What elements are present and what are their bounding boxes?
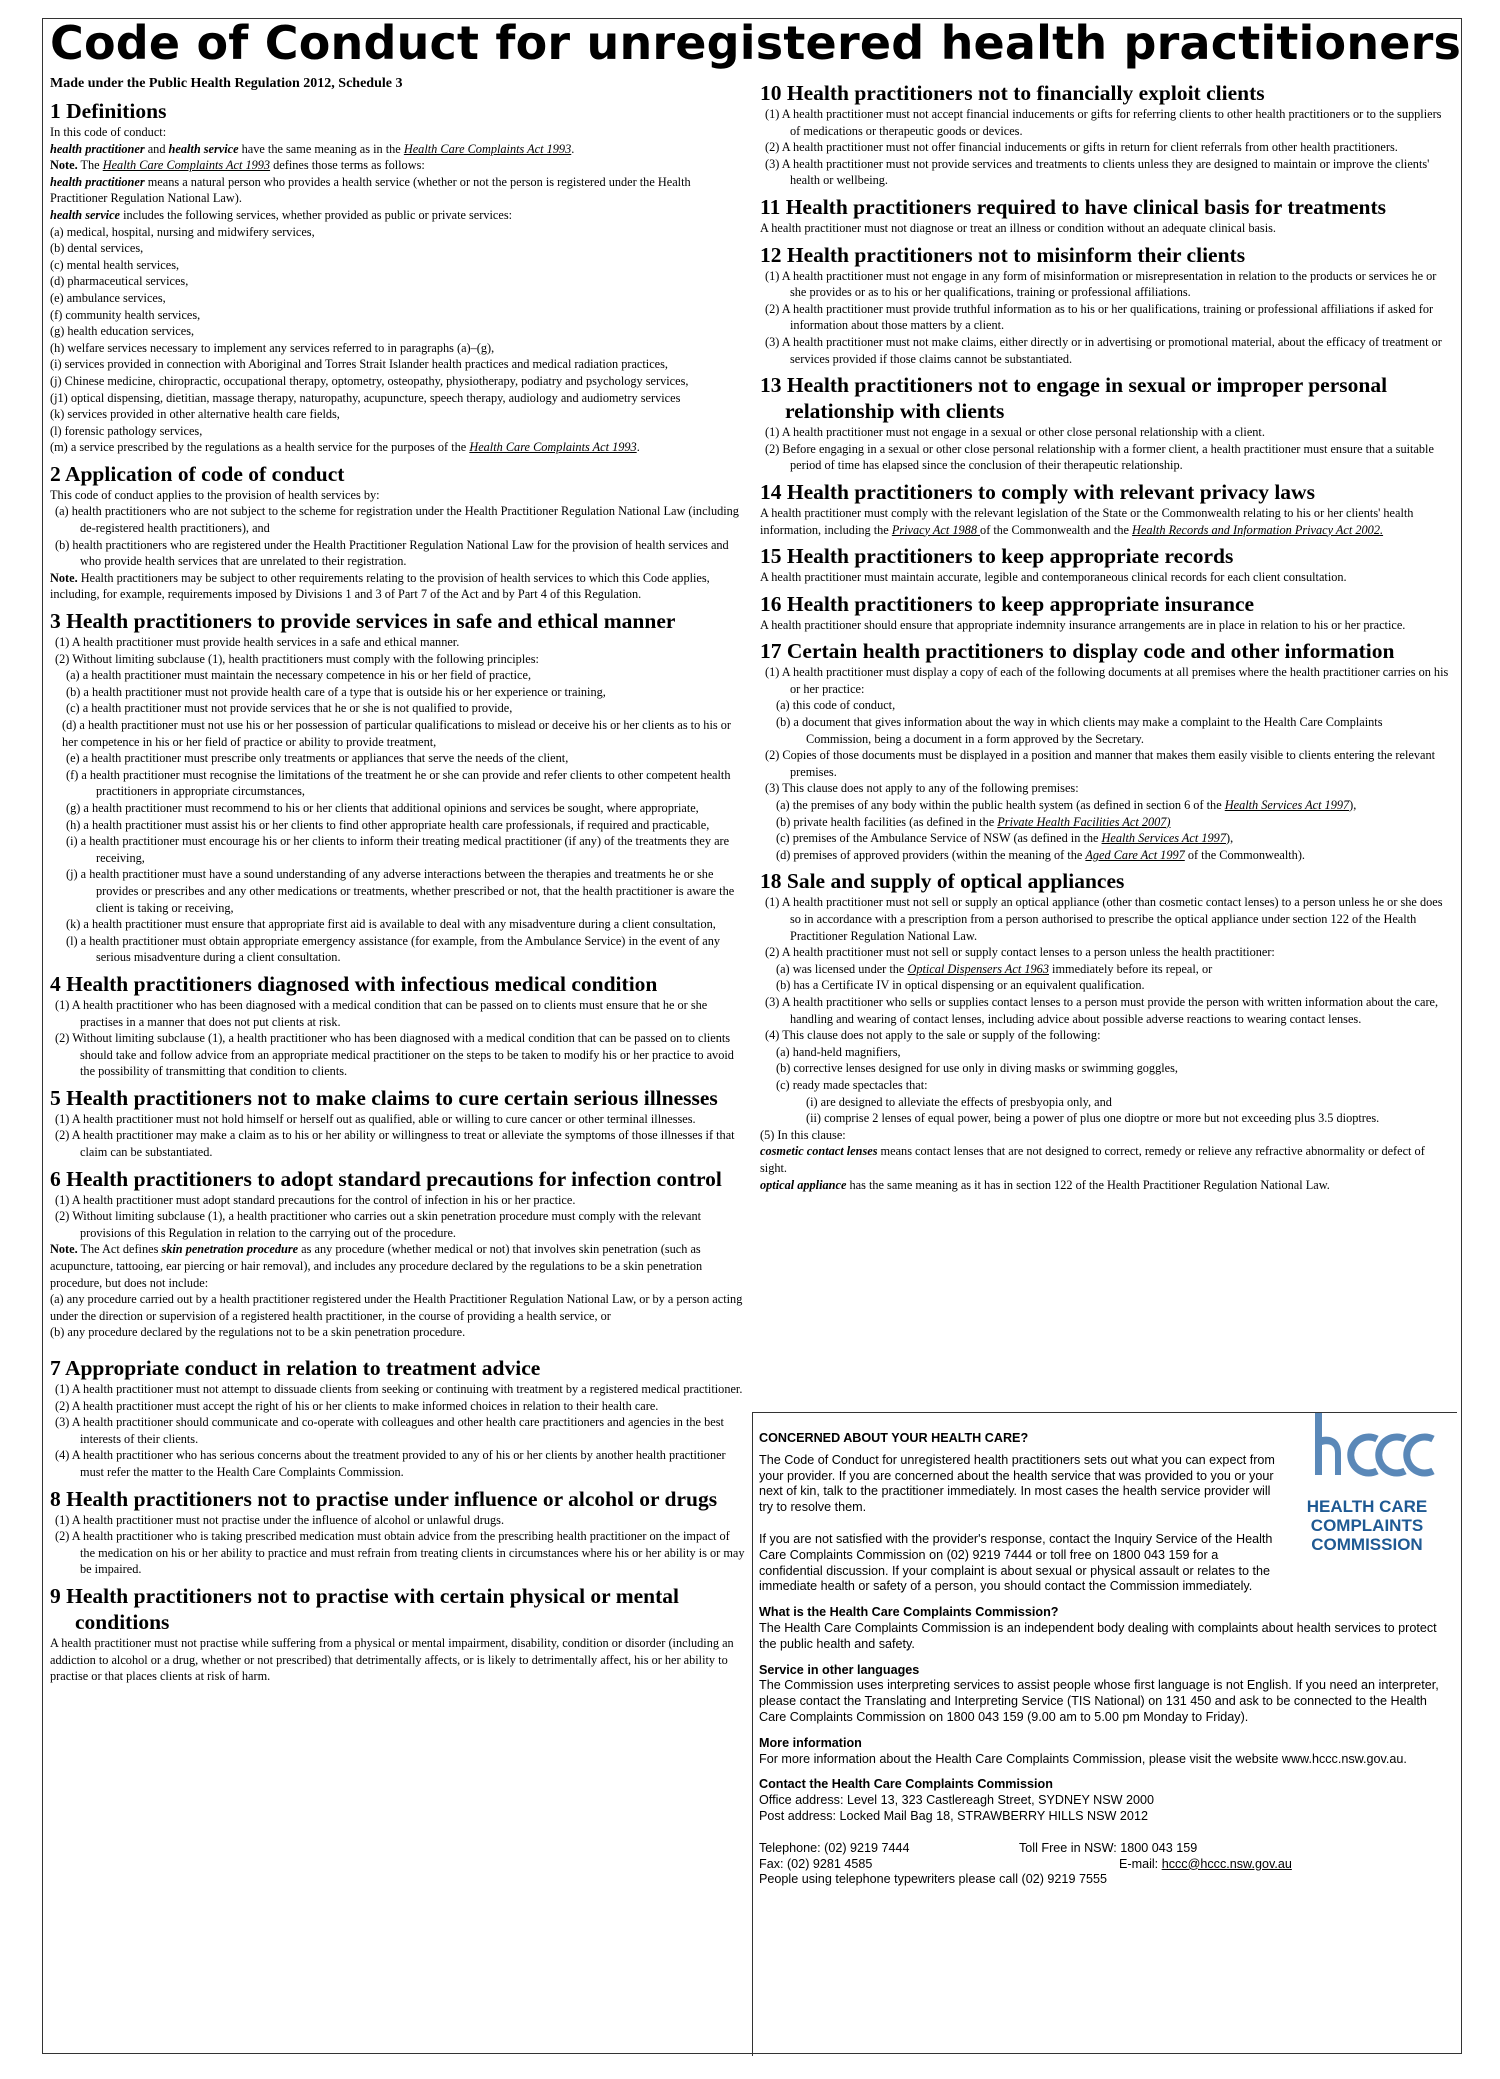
section-heading: 14 Health practitioners to comply with relevant privacy laws bbox=[760, 479, 1315, 504]
email-line: E-mail: hccc@hccc.nsw.gov.au bbox=[1119, 1856, 1292, 1871]
list-item: (k) services provided in other alternative health care fields, bbox=[50, 407, 340, 422]
section-heading: 2 Application of code of conduct bbox=[50, 461, 345, 486]
list-item: (2) Without limiting subclause (1), a health practitioner who has been diagnosed with a medical condition that can be passed on to clients should take and follow advice from an appropriate medical practitioner on the steps to be taken to modify his or her practice to avoid the possibility of transmitting that condition to clients. bbox=[55, 1031, 734, 1079]
list-item: (3) A health practitioner must not make claims, either directly or in advertising or promotional material, about the efficacy of treatment or services provided if those claims cannot be substantiated. bbox=[765, 334, 1442, 366]
list-item: (a) hand-held magnifiers, bbox=[776, 1044, 901, 1059]
act-reference: Privacy Act 1988 bbox=[891, 522, 981, 537]
act-reference: Health Care Complaints Act 1993 bbox=[403, 141, 572, 156]
section-3 bbox=[50, 608, 745, 966]
section-heading: 3 Health practitioners to provide services in safe and ethical manner bbox=[50, 609, 676, 634]
list-item: (1) A health practitioner must display a copy of each of the following documents at all premises where the health practitioner carries on his or her practice: bbox=[765, 665, 1449, 696]
list-item: (d) a health practitioner must not use his or her possession of particular qualifications to mislead or deceive his or her clients as to his or her competence in his or her field of practice or ability to provide treatment, bbox=[62, 718, 731, 749]
act-reference: Health Care Complaints Act 1993 bbox=[469, 440, 637, 455]
section-heading: 11 Health practitioners required to have clinical basis for treatments bbox=[760, 194, 1387, 219]
list-item: (a) a health practitioner must maintain the necessary competence in his or her field of practice, bbox=[66, 668, 532, 683]
list-item: (2) A health practitioner must accept the right of his or her clients to make informed choices in relation to their health care. bbox=[55, 1398, 659, 1413]
page-title: Code of Conduct for unregistered health practitioners bbox=[50, 16, 1462, 70]
section-17 bbox=[760, 638, 1450, 863]
list-item: (1) A health practitioner must adopt standard precautions for the control of infection in his or her practice. bbox=[55, 1192, 576, 1207]
definition: health practitioner means a natural person who provides a health service (whether or not the person is registered under the Health Practitioner Regulation National Law). bbox=[50, 174, 691, 206]
list-item: (a) this code of conduct, bbox=[776, 698, 896, 713]
info-heading: What is the Health Care Complaints Commission? bbox=[759, 1605, 1059, 1620]
list-item: (a) health practitioners who are not subject to the scheme for registration under the Health Practitioner Regulation National Law (including de-registered health practitioners), and bbox=[55, 504, 739, 536]
list-item: (c) ready made spectacles that: bbox=[776, 1077, 928, 1092]
list-item: (b) a health practitioner must not provide health care of a type that is outside his or her experience or training, bbox=[66, 684, 606, 699]
hccc-text bbox=[759, 1431, 1449, 1888]
section-16 bbox=[760, 591, 1450, 634]
act-reference: Private Health Facilities Act 2007) bbox=[997, 814, 1171, 829]
act-reference: Health Care Complaints Act 1993 bbox=[102, 158, 271, 173]
list-item: (2) A health practitioner may make a claim as to his or her ability or willingness to treat or alleviate the symptoms of those illnesses if that claim can be substantiated. bbox=[55, 1128, 735, 1160]
paragraph: This code of conduct applies to the provision of health services by: bbox=[50, 487, 380, 502]
list-item: (b) any procedure declared by the regulations not to be a skin penetration procedure. bbox=[50, 1325, 466, 1340]
section-heading: 10 Health practitioners not to financially exploit clients bbox=[760, 81, 1265, 105]
definition: optical appliance has the same meaning as it has in section 122 of the Health Practitioner Regulation National Law. bbox=[760, 1177, 1330, 1192]
info-heading: Contact the Health Care Complaints Commission bbox=[759, 1777, 1053, 1792]
list-item: (3) A health practitioner must not provide services and treatments to clients unless they are designed to maintain or improve the clients' health or wellbeing. bbox=[765, 156, 1430, 188]
list-item: (1) A health practitioner must not accept financial inducements or gifts for referring clients to other health practitioners or to the suppliers of medications or therapeutic goods or devices. bbox=[765, 107, 1442, 138]
left-column bbox=[50, 98, 745, 1690]
list-item: (b) dental services, bbox=[50, 241, 144, 256]
act-reference: Optical Dispensers Act 1963 bbox=[907, 961, 1049, 976]
list-item: (i) are designed to alleviate the effects of presbyopia only, and bbox=[806, 1094, 1112, 1109]
list-item: (2) Without limiting subclause (1), a health practitioner who carries out a skin penetration procedure must comply with the relevant provisions of this Regulation in relation to the carrying out of the procedure. bbox=[55, 1209, 702, 1240]
logo-line: COMMISSION bbox=[1311, 1535, 1423, 1554]
list-item: (f) community health services, bbox=[50, 307, 201, 322]
paragraph: The Code of Conduct for unregistered health practitioners sets out what you can expect from your provider. If you are concerned about the health service that was provided to you or your next of kin, talk to the practitioner immediately. In most cases the health service provider will try to resolve them. bbox=[759, 1452, 1275, 1515]
list-item: (2) Copies of those documents must be displayed in a position and manner that makes them easily visible to clients entering the relevant premises. bbox=[765, 748, 1436, 779]
list-item: (a) the premises of any body within the public health system (as defined in section 6 of the Health Services Act 1997), bbox=[776, 798, 1357, 813]
paragraph: If you are not satisfied with the provider's response, contact the Inquiry Service of the Health Care Complaints Commission on (02) 9219 7444 or toll free on 1800 043 159 for a confidential discussion. If your complaint is about sexual or physical assault or relates to the immediate health or safety of a person, you should contact the Commission immediately. bbox=[759, 1531, 1273, 1594]
list-item: (e) a health practitioner must prescribe only treatments or appliances that serve the needs of the client, bbox=[66, 751, 569, 766]
paragraph: A health practitioner must not practise while suffering from a physical or mental impairment, disability, condition or disorder (including an addiction to alcohol or a drug, whether or not prescribed) that detrimentally affects, or is likely to detrimentally affect, his or her ability to practise or that places clients at risk of harm. bbox=[50, 1635, 734, 1684]
section-heading: 7 Appropriate conduct in relation to treatment advice bbox=[50, 1356, 541, 1380]
hccc-info-box bbox=[752, 1412, 1457, 2056]
logo-line: HEALTH CARE bbox=[1306, 1497, 1428, 1516]
section-12 bbox=[760, 242, 1450, 368]
section-heading: 5 Health practitioners not to make claims to cure certain serious illnesses bbox=[50, 1085, 718, 1110]
list-item: (1) A health practitioner who has been diagnosed with a medical condition that can be passed on to clients must ensure that he or she practises in a manner that does not put clients at risk. bbox=[55, 997, 708, 1029]
list-item: (l) forensic pathology services, bbox=[50, 423, 203, 438]
list-item: (3) This clause does not apply to any of the following premises: bbox=[765, 781, 1079, 796]
paragraph: A health practitioner must comply with the relevant legislation of the State or the Commonwealth relating to his or her clients' health information, including the Privacy Act 1988 of the Commonwealth and the Health Records and Information Privacy Act 2002. bbox=[760, 505, 1414, 537]
list-item: (4) A health practitioner who has serious concerns about the treatment provided to any of his or her clients by another health practitioner must refer the matter to the Health Care Complaints Commission. bbox=[55, 1448, 726, 1479]
list-item: (b) corrective lenses designed for use only in diving masks or swimming goggles, bbox=[776, 1061, 1178, 1076]
list-item: (b) health practitioners who are registered under the Health Practitioner Regulation National Law for the provision of health services and who provide health services that are unrelated to their registration. bbox=[55, 537, 729, 569]
section-heading: 12 Health practitioners not to misinform their clients bbox=[760, 242, 1246, 267]
phone-row bbox=[759, 1841, 1449, 1857]
act-reference: Health Services Act 1997 bbox=[1101, 831, 1226, 846]
list-item: (1) A health practitioner must not practise under the influence of alcohol or unlawful drugs. bbox=[55, 1512, 505, 1527]
paragraph: The Health Care Complaints Commission is an independent body dealing with complaints about health services to protect the public health and safety. bbox=[759, 1620, 1437, 1651]
section-heading: 4 Health practitioners diagnosed with infectious medical condition bbox=[50, 971, 658, 996]
info-heading: Service in other languages bbox=[759, 1662, 920, 1677]
paragraph: In this code of conduct: bbox=[50, 125, 167, 139]
section-heading: 15 Health practitioners to keep appropriate records bbox=[760, 544, 1234, 569]
definition: health service includes the following services, whether provided as public or private services: bbox=[50, 207, 513, 222]
list-item: (ii) comprise 2 lenses of equal power, being a power of plus one dioptre or more but not exceeding plus 3.5 dioptres. bbox=[806, 1111, 1380, 1126]
list-item: (3) A health practitioner should communicate and co-operate with colleagues and other health care practitioners and agencies in the best interests of their clients. bbox=[55, 1415, 724, 1446]
list-item: (a) medical, hospital, nursing and midwifery services, bbox=[50, 224, 315, 239]
paragraph: A health practitioner should ensure that appropriate indemnity insurance arrangements are in place in relation to his or her practice. bbox=[760, 617, 1406, 632]
list-item: (1) A health practitioner must not hold himself or herself out as qualified, able or willing to cure cancer or other terminal illnesses. bbox=[55, 1111, 696, 1126]
list-item: (d) pharmaceutical services, bbox=[50, 274, 189, 289]
list-item: (2) A health practitioner who is taking prescribed medication must obtain advice from the prescribing health practitioner on the impact of the medication on his or her ability to practice and must refrain from treating clients in circumstances where his or her ability is or may be impaired. bbox=[55, 1529, 745, 1577]
list-item: (b) private health facilities (as defined in the Private Health Facilities Act 2007) bbox=[776, 814, 1171, 829]
list-item: (l) a health practitioner must obtain appropriate emergency assistance (for example, from the Ambulance Service) in the event of any serious misadventure during a client consultation. bbox=[66, 933, 720, 965]
list-item: (1) A health practitioner must provide health services in a safe and ethical manner. bbox=[55, 635, 460, 650]
section-heading: 8 Health practitioners not to practise under influence or alcohol or drugs bbox=[50, 1486, 718, 1511]
paragraph: health practitioner and health service have the same meaning as in the Health Care Complaints Act 1993. bbox=[50, 141, 575, 156]
telephone: Telephone: (02) 9219 7444 bbox=[759, 1840, 910, 1855]
section-4 bbox=[50, 971, 745, 1080]
list-item: (i) a health practitioner must encourage his or her clients to inform their treating medical practitioner (if any) of the treatments they are receiving, bbox=[66, 834, 730, 865]
logo-line: COMPLAINTS bbox=[1310, 1516, 1424, 1535]
note: Note. The Act defines skin penetration procedure as any procedure (whether medical or not) that involves skin penetration (such as acupuncture, tattooing, ear piercing or hair removal), and includes any procedure declared by the regulations to be a skin penetration procedure, but does not include: bbox=[50, 1242, 703, 1290]
list-item: (4) This clause does not apply to the sale or supply of the following: bbox=[765, 1028, 1101, 1043]
act-reference: Health Records and Information Privacy Act 2002. bbox=[1132, 522, 1384, 537]
list-item: (d) premises of approved providers (within the meaning of the Aged Care Act 1997 of the Commonwealth). bbox=[776, 847, 1305, 862]
list-item: (g) a health practitioner must recommend to his or her clients that additional opinions and services be sought, where appropriate, bbox=[66, 800, 699, 815]
act-reference: Aged Care Act 1997 bbox=[1085, 847, 1185, 862]
right-column bbox=[760, 80, 1450, 1198]
list-item: (i) services provided in connection with Aboriginal and Torres Strait Islander health practices and medical radiation practices, bbox=[50, 357, 668, 372]
list-item: (j1) optical dispensing, dietitian, massage therapy, naturopathy, acupuncture, speech therapy, audiology and audiometry services bbox=[50, 390, 681, 405]
tty-line: People using telephone typewriters please call (02) 9219 7555 bbox=[759, 1872, 1107, 1887]
paragraph: A health practitioner must not diagnose or treat an illness or condition without an adequate clinical basis. bbox=[760, 220, 1276, 235]
list-item: (b) a document that gives information about the way in which clients may make a complaint to the Health Care Complaints Commission, being a document in a form approved by the Secretary. bbox=[776, 715, 1383, 746]
section-18 bbox=[760, 868, 1450, 1193]
list-item: (a) any procedure carried out by a health practitioner registered under the Health Practitioner Regulation National Law, or by a person acting under the direction or supervision of a registered health practitioner, in the course of providing a health service, or bbox=[50, 1292, 743, 1323]
list-item: (a) was licensed under the Optical Dispensers Act 1963 immediately before its repeal, or bbox=[776, 961, 1213, 976]
list-item: (m) a service prescribed by the regulations as a health service for the purposes of the Health Care Complaints Act 1993. bbox=[50, 440, 640, 455]
list-item: (1) A health practitioner must not engage in a sexual or other close personal relationship with a client. bbox=[765, 425, 1265, 440]
definition: cosmetic contact lenses means contact lenses that are not designed to correct, remedy or relieve any refractive abnormality or defect of sight. bbox=[760, 1144, 1425, 1175]
office-address: Office address: Level 13, 323 Castlereagh Street, SYDNEY NSW 2000 bbox=[759, 1793, 1155, 1808]
list-item: (2) A health practitioner must not offer financial inducements or gifts in return for client referrals from other health practitioners. bbox=[765, 140, 1398, 155]
section-heading: 16 Health practitioners to keep appropriate insurance bbox=[760, 591, 1255, 616]
list-item: (3) A health practitioner who sells or supplies contact lenses to a person must provide the person with written information about the care, handling and wearing of contact lenses, including advice about possible adverse reactions to wearing contact lenses. bbox=[765, 994, 1439, 1026]
section-5 bbox=[50, 1085, 745, 1161]
section-heading: 18 Sale and supply of optical appliances bbox=[760, 869, 1125, 894]
list-item: (2) Without limiting subclause (1), health practitioners must comply with the following principles: bbox=[55, 651, 539, 666]
fax: Fax: (02) 9281 4585 bbox=[759, 1856, 873, 1871]
section-8 bbox=[50, 1486, 745, 1578]
list-item: (c) mental health services, bbox=[50, 257, 180, 272]
act-reference: Health Services Act 1997 bbox=[1224, 798, 1350, 813]
section-9 bbox=[50, 1583, 745, 1685]
list-item: (5) In this clause: bbox=[760, 1127, 846, 1142]
info-heading: CONCERNED ABOUT YOUR HEALTH CARE? bbox=[759, 1431, 1029, 1445]
section-heading: 13 Health practitioners not to engage in sexual or improper personal relationship with clients bbox=[760, 373, 1388, 424]
fax-row bbox=[759, 1857, 1449, 1873]
list-item: (j) Chinese medicine, chiropractic, occupational therapy, optometry, osteopathy, physiotherapy, podiatry and psychology services, bbox=[50, 373, 689, 388]
list-item: (2) A health practitioner must not sell or supply contact lenses to a person unless the health practitioner: bbox=[765, 945, 1275, 960]
section-heading: 1 Definitions bbox=[50, 99, 167, 123]
list-item: (1) A health practitioner must not sell or supply an optical appliance (other than cosmetic contact lenses) to a person unless he or she does so in accordance with a prescription from a person authorised to prescribe the optical appliance under section 122 of the Health Practitioner Regulation National Law. bbox=[765, 895, 1443, 943]
list-item: (k) a health practitioner must ensure that appropriate first aid is available to deal with any misadventure during a client consultation, bbox=[66, 917, 716, 932]
list-item: (e) ambulance services, bbox=[50, 290, 166, 305]
paragraph: The Commission uses interpreting services to assist people whose first language is not English. If you need an interpreter, please contact the Translating and Interpreting Service (TIS National) on 131 450 and ask to be connected to the Health Care Complaints Commission on 1800 043 159 (9.00 am to 5.00 pm Monday to Friday). bbox=[759, 1678, 1439, 1724]
section-15 bbox=[760, 543, 1450, 586]
paragraph: For more information about the Health Care Complaints Commission, please visit the website www.hccc.nsw.gov.au. bbox=[759, 1751, 1407, 1766]
section-6 bbox=[50, 1166, 745, 1341]
email-link[interactable]: hccc@hccc.nsw.gov.au bbox=[1161, 1856, 1292, 1871]
paragraph: A health practitioner must maintain accurate, legible and contemporaneous clinical records for each client consultation. bbox=[760, 570, 1347, 585]
list-item: (c) a health practitioner must not provide services that he or she is not qualified to provide, bbox=[66, 701, 513, 716]
post-address: Post address: Locked Mail Bag 18, STRAWBERRY HILLS NSW 2012 bbox=[759, 1808, 1148, 1823]
toll-free: Toll Free in NSW: 1800 043 159 bbox=[1019, 1840, 1198, 1855]
section-14 bbox=[760, 479, 1450, 538]
list-item: (h) welfare services necessary to implement any services referred to in paragraphs (a)–(g), bbox=[50, 340, 495, 355]
section-2 bbox=[50, 461, 745, 603]
list-item: (2) Before engaging in a sexual or other close personal relationship with a former client, a health practitioner must ensure that a suitable period of time has elapsed since the conclusion of their therapeutic relationship. bbox=[765, 441, 1434, 473]
section-heading: 9 Health practitioners not to practise with certain physical or mental conditions bbox=[50, 1583, 679, 1634]
column-divider bbox=[752, 2020, 753, 2056]
note: Note. Health practitioners may be subject to other requirements relating to the provision of health services to which this Code applies, including, for example, requirements imposed by Divisions 1 and 3 of Part 7 of the Act and by Part 4 of this Regulation. bbox=[50, 570, 710, 602]
list-item: (h) a health practitioner must assist his or her clients to find other appropriate health care professionals, if required and practicable, bbox=[66, 817, 710, 832]
section-1 bbox=[50, 98, 745, 456]
section-heading: 6 Health practitioners to adopt standard precautions for infection control bbox=[50, 1166, 722, 1191]
section-7 bbox=[50, 1355, 745, 1481]
section-10 bbox=[760, 80, 1450, 189]
info-heading: More information bbox=[759, 1735, 862, 1750]
section-13 bbox=[760, 372, 1450, 474]
list-item: (j) a health practitioner must have a sound understanding of any adverse interactions between the therapies and treatments he or she provides or prescribes and any other medications or treatments, whether prescribed or not, that the health practitioner is aware the client is taking or receiving, bbox=[66, 867, 735, 915]
list-item: (c) premises of the Ambulance Service of NSW (as defined in the Health Services Act 1997), bbox=[776, 831, 1234, 846]
list-item: (b) has a Certificate IV in optical dispensing or an equivalent qualification. bbox=[776, 978, 1145, 993]
list-item: (1) A health practitioner must not engage in any form of misinformation or misrepresentation in relation to the products or services he or she provides or as to his or her qualifications, training or professional affiliations. bbox=[765, 268, 1437, 300]
list-item: (2) A health practitioner must provide truthful information as to his or her qualifications, training or professional affiliations if asked for information about those matters by a client. bbox=[765, 301, 1434, 333]
section-11 bbox=[760, 194, 1450, 237]
list-item: (f) a health practitioner must recognise the limitations of the treatment he or she can provide and refer clients to other competent health practitioners in appropriate circumstances, bbox=[66, 767, 731, 799]
list-item: (1) A health practitioner must not attempt to dissuade clients from seeking or continuing with treatment by a registered medical practitioner. bbox=[55, 1382, 743, 1396]
section-heading: 17 Certain health practitioners to display code and other information bbox=[760, 639, 1395, 664]
page-subtitle: Made under the Public Health Regulation 2012, Schedule 3 bbox=[50, 76, 403, 91]
list-item: (g) health education services, bbox=[50, 324, 195, 339]
note: Note. The Health Care Complaints Act 1993 defines those terms as follows: bbox=[50, 158, 425, 173]
